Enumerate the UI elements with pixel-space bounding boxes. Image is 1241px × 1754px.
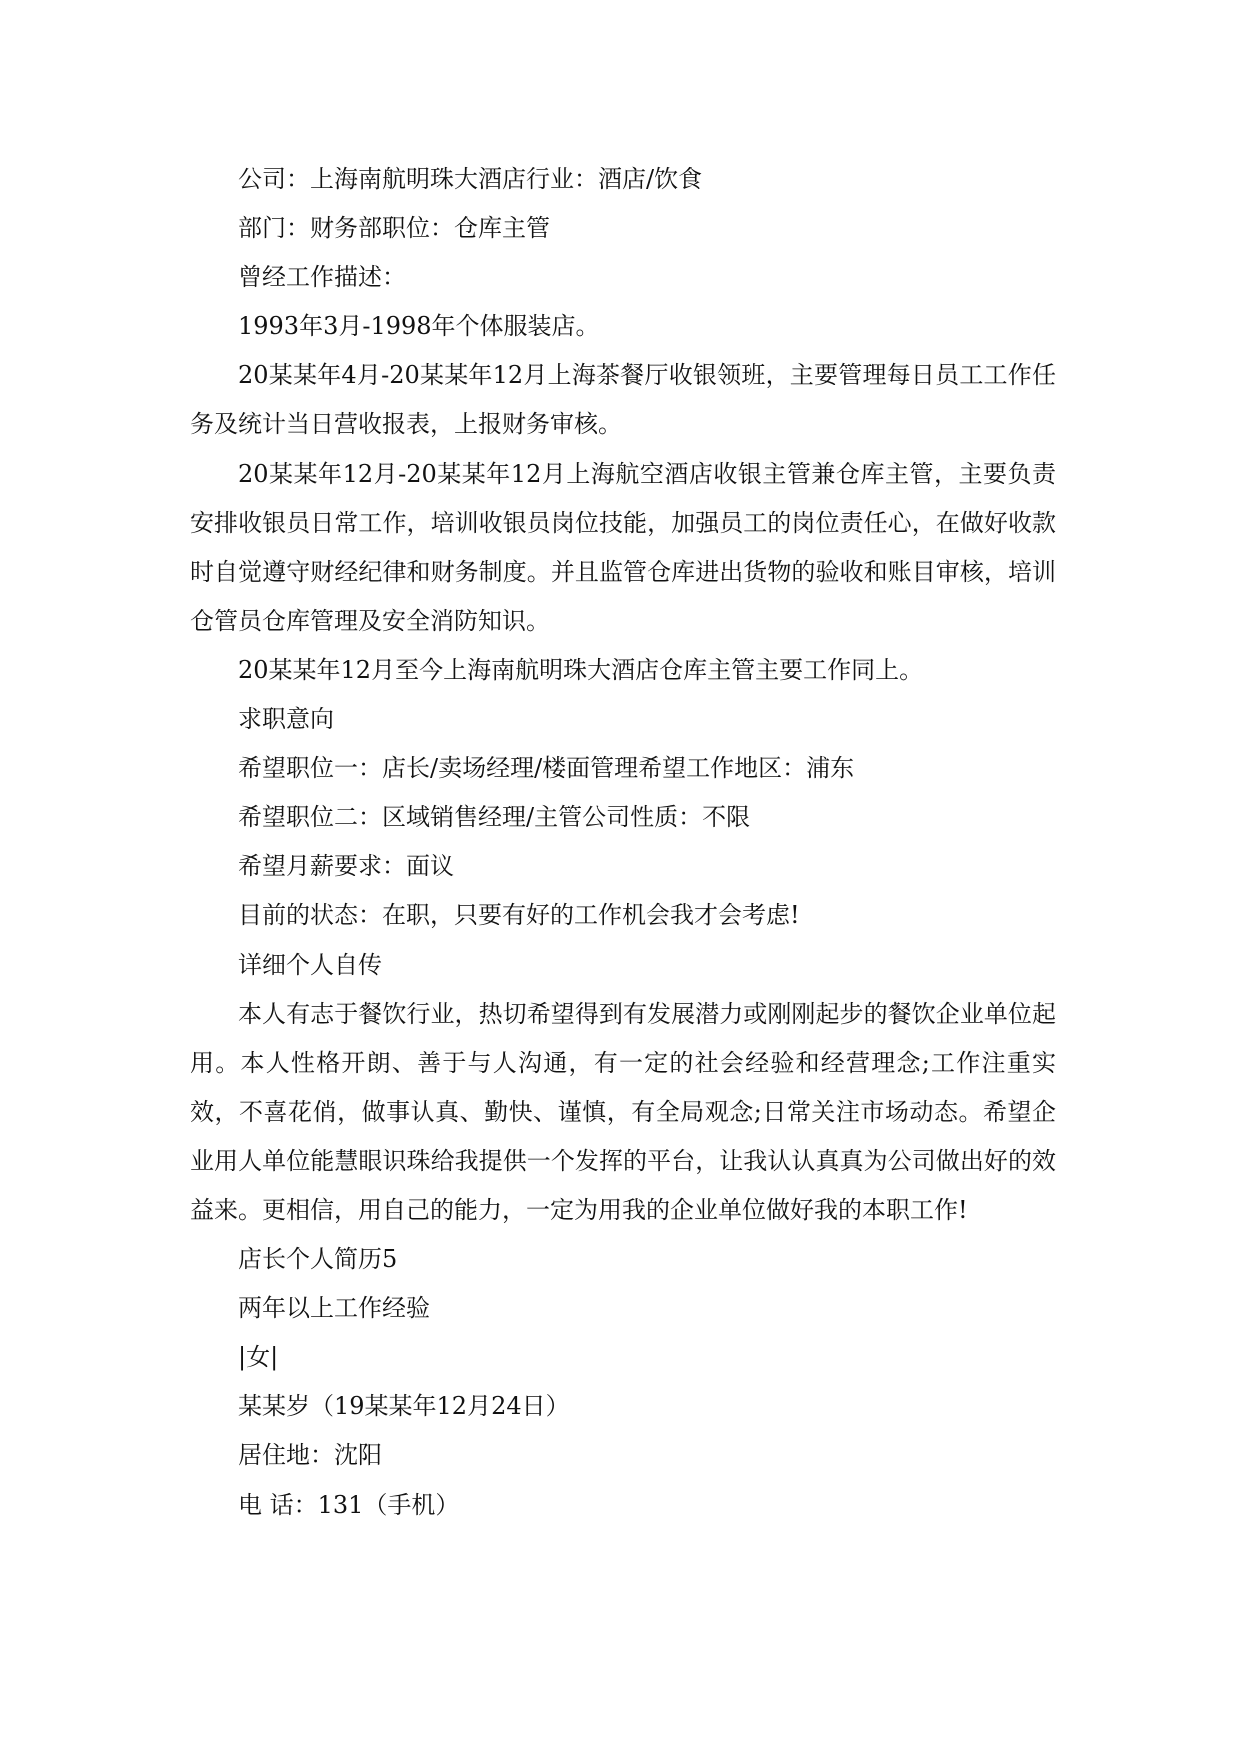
paragraph-desired-position-1: 希望职位一：店长/卖场经理/楼面管理希望工作地区：浦东 [238, 754, 855, 783]
paragraph-desired-position-2: 希望职位二：区域销售经理/主管公司性质：不限 [238, 803, 751, 832]
paragraph-current-status: 目前的状态：在职，只要有好的工作机会我才会考虑! [238, 901, 800, 930]
paragraph-job-intention-heading: 求职意向 [238, 705, 334, 734]
paragraph-resume-5-title: 店长个人简历5 [238, 1245, 398, 1274]
paragraph-work-tea-restaurant: 20某某年4月-20某某年12月上海茶餐厅收银领班，主要管理每日员工工作任务及统计当日营收报表，上报财务审核。 [190, 361, 1056, 439]
paragraph-age: 某某岁（19某某年12月24日） [238, 1392, 570, 1421]
paragraph-desired-salary: 希望月薪要求：面议 [238, 852, 454, 881]
paragraph-department: 部门：财务部职位：仓库主管 [238, 214, 550, 243]
paragraph-company: 公司：上海南航明珠大酒店行业：酒店/饮食 [238, 165, 703, 193]
document-body [190, 155, 1056, 1530]
paragraph-work-airline-hotel: 20某某年12月-20某某年12月上海航空酒店收银主管兼仓库主管，主要负责安排收银员日常工作，培训收银员岗位技能，加强员工的岗位责任心，在做好收款时自觉遵守财经纪律和财务制度。并且监管仓库进出货物的验收和账目审核，培训仓管员仓库管理及安全消防知识。 [190, 459, 1056, 635]
paragraph-autobiography: 本人有志于餐饮行业，热切希望得到有发展潜力或刚刚起步的餐饮企业单位起用。本人性格开朗、善于与人沟通，有一定的社会经验和经营理念;工作注重实效，不喜花俏，做事认真、勤快、谨慎，有全局观念;日常关注市场动态。希望企业用人单位能慧眼识珠给我提供一个发挥的平台，让我认认真真为公司做出好的效益来。更相信，用自己的能力，一定为用我的企业单位做好我的本职工作! [190, 999, 1056, 1224]
paragraph-phone: 电 话：131（手机） [238, 1490, 460, 1519]
paragraph-work-description-heading: 曾经工作描述： [238, 263, 406, 292]
paragraph-work-1993: 1993年3月-1998年个体服装店。 [238, 312, 600, 341]
paragraph-experience: 两年以上工作经验 [238, 1294, 430, 1323]
paragraph-work-current: 20某某年12月至今上海南航明珠大酒店仓库主管主要工作同上。 [238, 655, 924, 684]
paragraph-autobiography-heading: 详细个人自传 [238, 950, 382, 979]
paragraph-gender: |女| [238, 1343, 279, 1372]
paragraph-residence: 居住地：沈阳 [238, 1441, 382, 1470]
